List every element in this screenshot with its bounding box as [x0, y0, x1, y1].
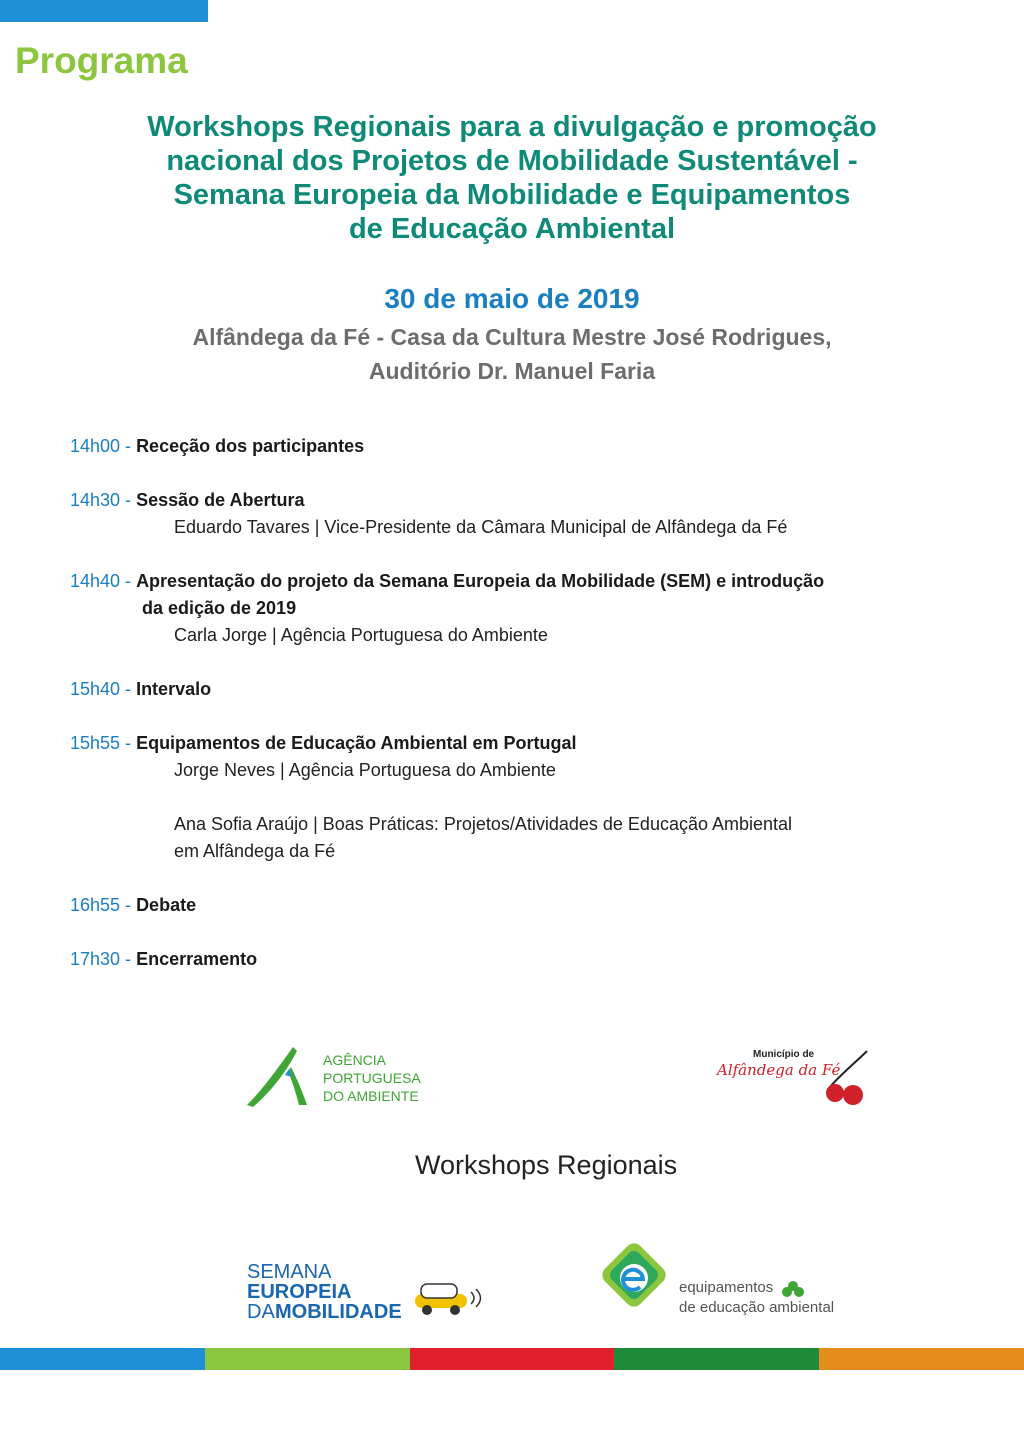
agenda-item	[70, 487, 970, 514]
title-line: Semana Europeia da Mobilidade e Equipamentos	[173, 179, 851, 211]
agenda-speaker: Jorge Neves | Agência Portuguesa do Ambiente	[174, 760, 556, 780]
tree-icon	[782, 1287, 792, 1297]
apa-logo	[245, 1045, 435, 1110]
apa-logo-mark	[247, 1047, 297, 1107]
title-line: de Educação Ambiental	[348, 213, 676, 245]
car-wheel-icon	[450, 1305, 460, 1315]
car-wheel-icon	[422, 1305, 432, 1315]
sem-logo-text: SEMANA	[247, 1261, 332, 1283]
title-line: nacional dos Projetos de Mobilidade Sustentável -	[166, 145, 858, 177]
agenda-speaker: Carla Jorge | Agência Portuguesa do Ambiente	[174, 625, 548, 645]
agenda-label: Apresentação do projeto da Semana Europeia da Mobilidade (SEM) e introdução	[136, 571, 825, 591]
municipio-logo	[715, 1045, 875, 1105]
color-segment-dark-green	[614, 1348, 819, 1370]
venue-line: Auditório Dr. Manuel Faria	[368, 358, 656, 384]
color-segment-red	[410, 1348, 615, 1370]
agenda-item	[70, 946, 970, 973]
agenda-time: 16h55 -	[70, 895, 137, 915]
color-segment-blue	[0, 1348, 205, 1370]
agenda-label-continued: da edição de 2019	[142, 598, 297, 618]
sem-logo	[245, 1258, 485, 1320]
title-line: Workshops Regionais para a divulgação e promoção	[147, 111, 877, 143]
sem-logo-text: EUROPEIA	[247, 1281, 352, 1303]
apa-logo-text: AGÊNCIA	[323, 1052, 387, 1068]
color-segment-light-green	[205, 1348, 410, 1370]
agenda-time: 14h40 -	[70, 571, 137, 591]
agenda-time: 15h40 -	[70, 679, 137, 699]
agenda-label: Intervalo	[136, 679, 212, 699]
equipamentos-logo-text: equipamentos	[679, 1279, 774, 1296]
venue-line: Alfândega da Fé - Casa da Cultura Mestre José Rodrigues,	[192, 324, 832, 350]
equipamentos-logo-text: de educação ambiental	[679, 1299, 835, 1316]
agenda-label: Debate	[136, 895, 197, 915]
car-icon	[421, 1284, 457, 1298]
agenda-time: 14h00 -	[70, 436, 137, 456]
equipamentos-logo	[597, 1238, 837, 1323]
agenda-item	[70, 892, 970, 919]
agenda-speaker: Ana Sofia Araújo | Boas Práticas: Projetos/Atividades de Educação Ambiental	[174, 814, 793, 834]
sem-logo-text: DA	[247, 1301, 275, 1320]
signal-icon	[471, 1289, 481, 1307]
agenda-label: Receção dos participantes	[136, 436, 365, 456]
event-title	[0, 110, 1024, 246]
sem-logo-text: MOBILIDADE	[275, 1301, 402, 1320]
apa-logo-mark	[288, 1067, 307, 1105]
bottom-color-bar	[0, 1348, 1024, 1370]
agenda-label: Sessão de Abertura	[136, 490, 305, 510]
agenda-time: 14h30 -	[70, 490, 137, 510]
agenda-time: 15h55 -	[70, 733, 137, 753]
page-heading: Programa	[15, 40, 188, 81]
cherry-icon	[843, 1085, 863, 1105]
agenda-label: Equipamentos de Educação Ambiental em Portugal	[136, 733, 577, 753]
agenda-time: 17h30 -	[70, 949, 137, 969]
agenda-speaker: Eduardo Tavares | Vice-Presidente da Câmara Municipal de Alfândega da Fé	[174, 517, 788, 537]
municipio-logo-name: Alfândega da Fé	[717, 1061, 841, 1079]
agenda-item	[70, 676, 970, 703]
event-date: 30 de maio de 2019	[384, 283, 640, 314]
color-segment-orange	[819, 1348, 1024, 1370]
agenda-item	[70, 730, 970, 757]
tree-icon	[794, 1287, 804, 1297]
agenda-label: Encerramento	[136, 949, 258, 969]
event-venue	[0, 320, 1024, 388]
workshops-label: Workshops Regionais	[415, 1150, 678, 1180]
agenda-speaker: em Alfândega da Fé	[174, 841, 336, 861]
municipio-logo-text: Município de	[753, 1049, 815, 1060]
apa-logo-text: DO AMBIENTE	[323, 1088, 419, 1104]
apa-logo-text: PORTUGUESA	[323, 1070, 421, 1086]
agenda-item	[70, 568, 970, 595]
agenda-item	[70, 433, 970, 460]
cherry-icon	[826, 1084, 844, 1102]
top-accent-bar	[0, 0, 208, 22]
